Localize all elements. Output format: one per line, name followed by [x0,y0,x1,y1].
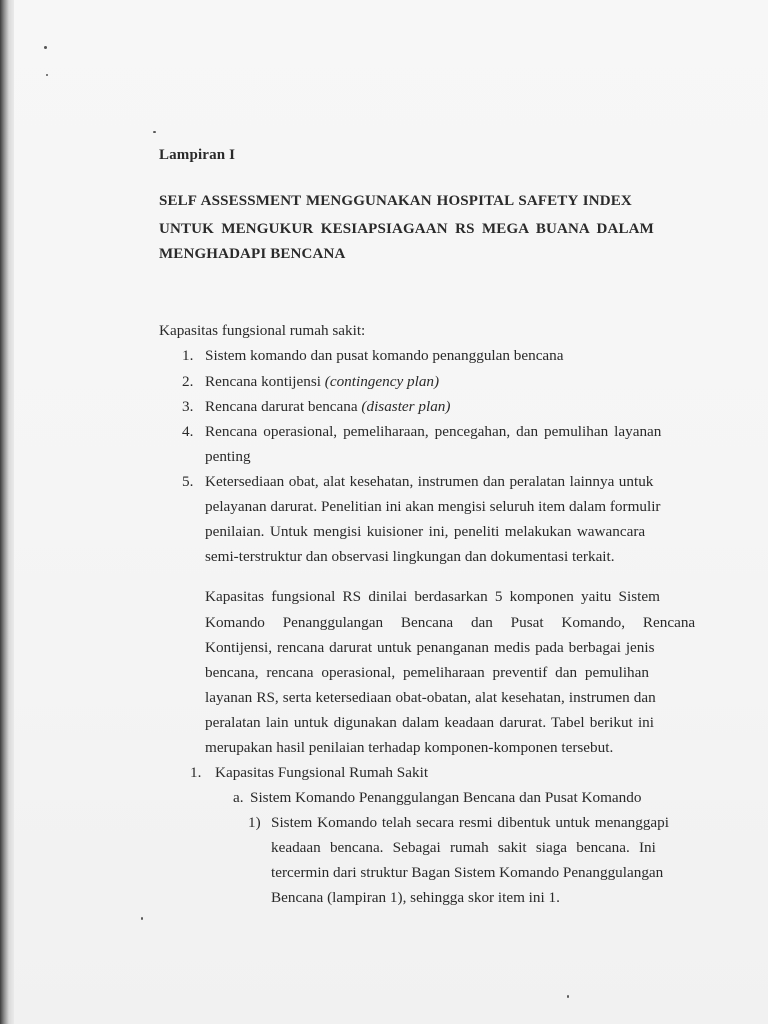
list-item-text: semi-terstruktur dan observasi lingkungan dan dokumentasi terkait. [205,548,615,565]
scan-speck [153,131,156,133]
list-item-text: Rencana kontijensi [205,373,325,390]
list-item-emphasis: (disaster plan) [361,398,451,415]
point-text: tercermin dari struktur Bagan Sistem Komando Penanggulangan [271,864,664,881]
section-number: 1. [190,764,202,781]
list-item-text: penilaian. Untuk mengisi kuisioner ini, peneliti melakukan wawancara [205,523,646,540]
intro-text: Kapasitas fungsional rumah sakit: [159,322,366,339]
point-number: 1) [248,814,261,831]
paragraph-line: Komando Penanggulangan Bencana dan Pusat Komando, Rencana [205,614,696,631]
paragraph-line: merupakan hasil penilaian terhadap komponen-komponen tersebut. [205,739,614,756]
list-item-number: 2. [182,373,194,390]
scan-speck [44,46,47,49]
list-item-emphasis: (contingency plan) [324,373,440,390]
list-item-text: Sistem komando dan pusat komando penanggulan bencana [205,347,564,364]
paragraph-line: bencana, rencana operasional, pemeliharaan preventif dan pemulihan [205,664,649,681]
list-item-text: penting [205,448,251,465]
paragraph-line: peralatan lain untuk digunakan dalam keadaan darurat. Tabel berikut ini [205,714,654,731]
point-text: Sistem Komando telah secara resmi dibentuk untuk menanggapi [271,814,669,831]
point-text: Bencana (lampiran 1), sehingga skor item ini 1. [271,889,560,906]
list-item-number: 4. [182,423,194,440]
scan-speck [46,74,48,76]
list-item [205,374,439,389]
title-line [159,194,652,209]
list-item-number: 3. [182,398,194,415]
list-item-number: 5. [182,473,194,490]
point-text: keadaan bencana. Sebagai rumah sakit siaga bencana. Ini [271,839,656,856]
scan-speck [567,995,569,998]
subsection-title: Sistem Komando Penanggulangan Bencana dan Pusat Komando [250,789,642,806]
paragraph-line: Kapasitas fungsional RS dinilai berdasarkan 5 komponen yaitu Sistem [205,588,660,605]
document-page [14,0,768,1024]
list-item-text: Rencana operasional, pemeliharaan, pencegahan, dan pemulihan layanan [205,423,662,440]
list-item-text: Ketersediaan obat, alat kesehatan, instrumen dan peralatan lainnya untuk [205,473,654,490]
title-text: SELF ASSESSMENT MENGGUNAKAN HOSPITAL SAFETY INDEX [159,193,632,209]
title-line: MENGHADAPI BENCANA [159,246,346,262]
paragraph-line: Kontijensi, rencana darurat untuk penanganan medis pada berbagai jenis [205,639,655,656]
section-title: Kapasitas Fungsional Rumah Sakit [215,764,429,781]
subsection-label: a. [233,789,244,806]
paragraph-line: layanan RS, serta ketersediaan obat-obatan, alat kesehatan, instrumen dan [205,689,656,706]
list-item-text: Rencana darurat bencana [205,398,362,415]
title-line: UNTUK MENGUKUR KESIAPSIAGAAN RS MEGA BUANA DALAM [159,221,654,237]
list-item-number: 1. [182,347,194,364]
attachment-label: Lampiran I [159,147,236,163]
list-item [205,399,450,414]
list-item-text: pelayanan darurat. Penelitian ini akan mengisi seluruh item dalam formulir [205,498,661,515]
scan-speck [141,917,143,920]
